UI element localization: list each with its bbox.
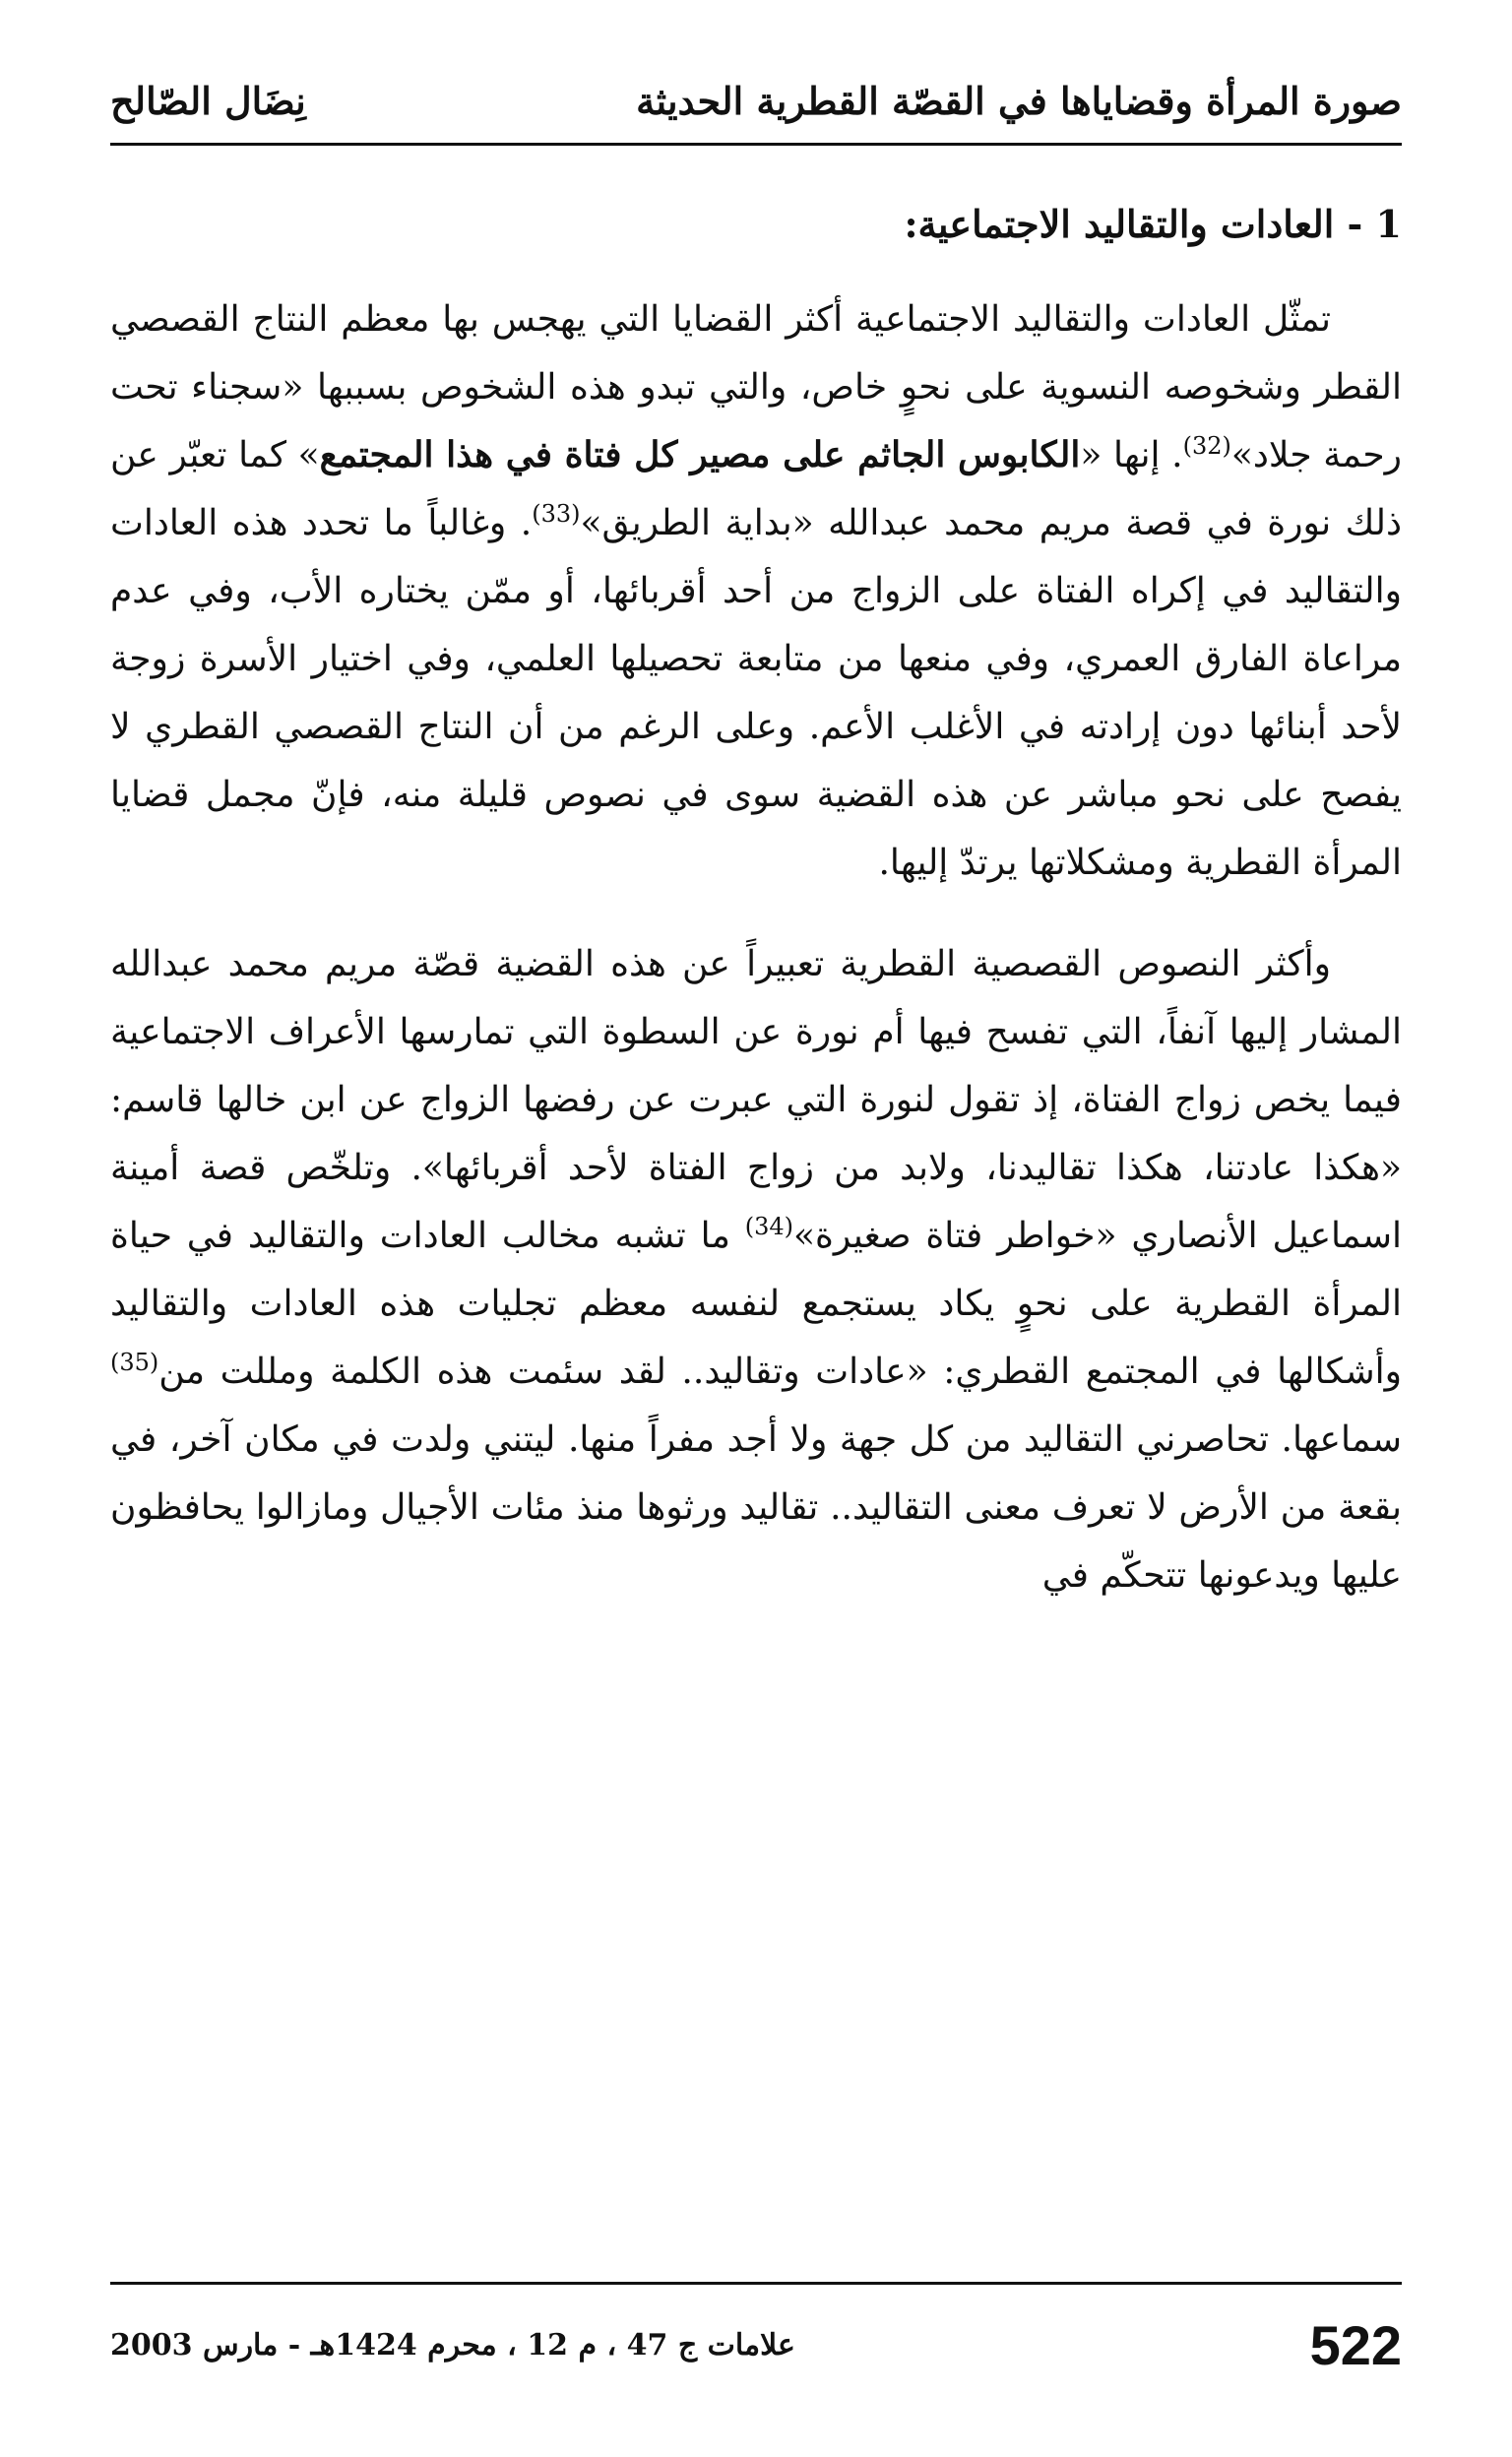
page-number: 522 <box>1309 2313 1402 2376</box>
paragraph-2-text-3: سماعها. تحاصرني التقاليد من كل جهة ولا أجد مفراً منها. ليتني ولدت في مكان آخر، في بقعة من الأرض لا تعرف معنى التقاليد.. تقاليد ورثوها منذ مئات الأجيال ومازالوا يحافظون عليها ويدعونها تتحكّم في <box>110 1419 1402 1596</box>
paragraph-1-text-4: . وغالباً ما تحدد هذه العادات والتقاليد في إكراه الفتاة على الزواج من أحد أقربائها، أو ممّن يختاره الأب، وفي عدم مراعاة الفارق العمري، وفي منعها من متابعة تحصيلها العلمي، وفي اختيار الأسرة زوجة لأحد أبنائها دون إرادته في الأغلب الأعم. وعلى الرغم من أن النتاج القصصي القطري لا يفصح على نحو مباشر عن هذه القضية سوى في نصوص قليلة منه، فإنّ مجمل قضايا المرأة القطرية ومشكلاتها يرتدّ إليها. <box>110 503 1402 883</box>
footnote-ref-34: (34) <box>744 1213 793 1240</box>
paragraph-1-text-3: » كما تعبّر عن ذلك نورة في قصة مريم محمد عبدالله «بداية الطريق» <box>110 435 1402 543</box>
paragraph-1-text-2: . إنها « <box>1080 435 1183 475</box>
paragraph-1-text-1: تمثّل العادات والتقاليد الاجتماعية أكثر القضايا التي يهجس بها معظم النتاج القصصي القطر وشخوصه النسوية على نحوٍ خاص، والتي تبدو هذه الشخوص بسببها «سجناء تحت رحمة جلاد» <box>110 299 1402 475</box>
header-author: نِضَال الصّالح <box>110 78 306 123</box>
footnote-ref-33: (33) <box>532 500 581 528</box>
header-title: صورة المرأة وقضاياها في القصّة القطرية الحديثة <box>636 78 1402 123</box>
section-heading: 1 - العادات والتقاليد الاجتماعية: <box>904 202 1402 246</box>
journal-info: علامات ج 47 ، م 12 ، محرم 1424هـ - مارس 2003 <box>110 2327 795 2362</box>
paragraph-2-text-1: وأكثر النصوص القصصية القطرية تعبيراً عن هذه القضية قصّة مريم محمد عبدالله المشار إليها آنفاً، التي تفسح فيها أم نورة عن السطوة التي تمارسها الأعراف الاجتماعية فيما يخص زواج الفتاة، إذ تقول لنورة التي عبرت عن رفضها الزواج عن ابن خالها قاسم: «هكذا عادتنا، هكذا تقاليدنا، ولابد من زواج الفتاة لأحد أقربائها». وتلخّص قصة أمينة اسماعيل الأنصاري «خواطر فتاة صغيرة» <box>110 944 1402 1256</box>
header-rule <box>110 143 1402 146</box>
footnote-ref-32: (32) <box>1182 432 1231 460</box>
bold-quote: الكابوس الجاثم على مصير كل فتاة في هذا المجتمع <box>319 434 1081 475</box>
paragraph-1 <box>110 285 1402 897</box>
page-footer <box>110 2296 1402 2394</box>
page-body <box>110 169 1402 2260</box>
footer-rule <box>110 2282 1402 2285</box>
footnote-ref-35: (35) <box>110 1349 159 1376</box>
paragraph-2-text-2: ما تشبه مخالب العادات والتقاليد في حياة المرأة القطرية على نحوٍ يكاد يستجمع لنفسه معظم تجليات هذه العادات والتقاليد وأشكالها في المجتمع القطري: «عادات وتقاليد.. لقد سئمت هذه الكلمة ومللت من <box>110 1216 1402 1392</box>
paragraph-2 <box>110 930 1402 1609</box>
running-header <box>110 61 1402 140</box>
